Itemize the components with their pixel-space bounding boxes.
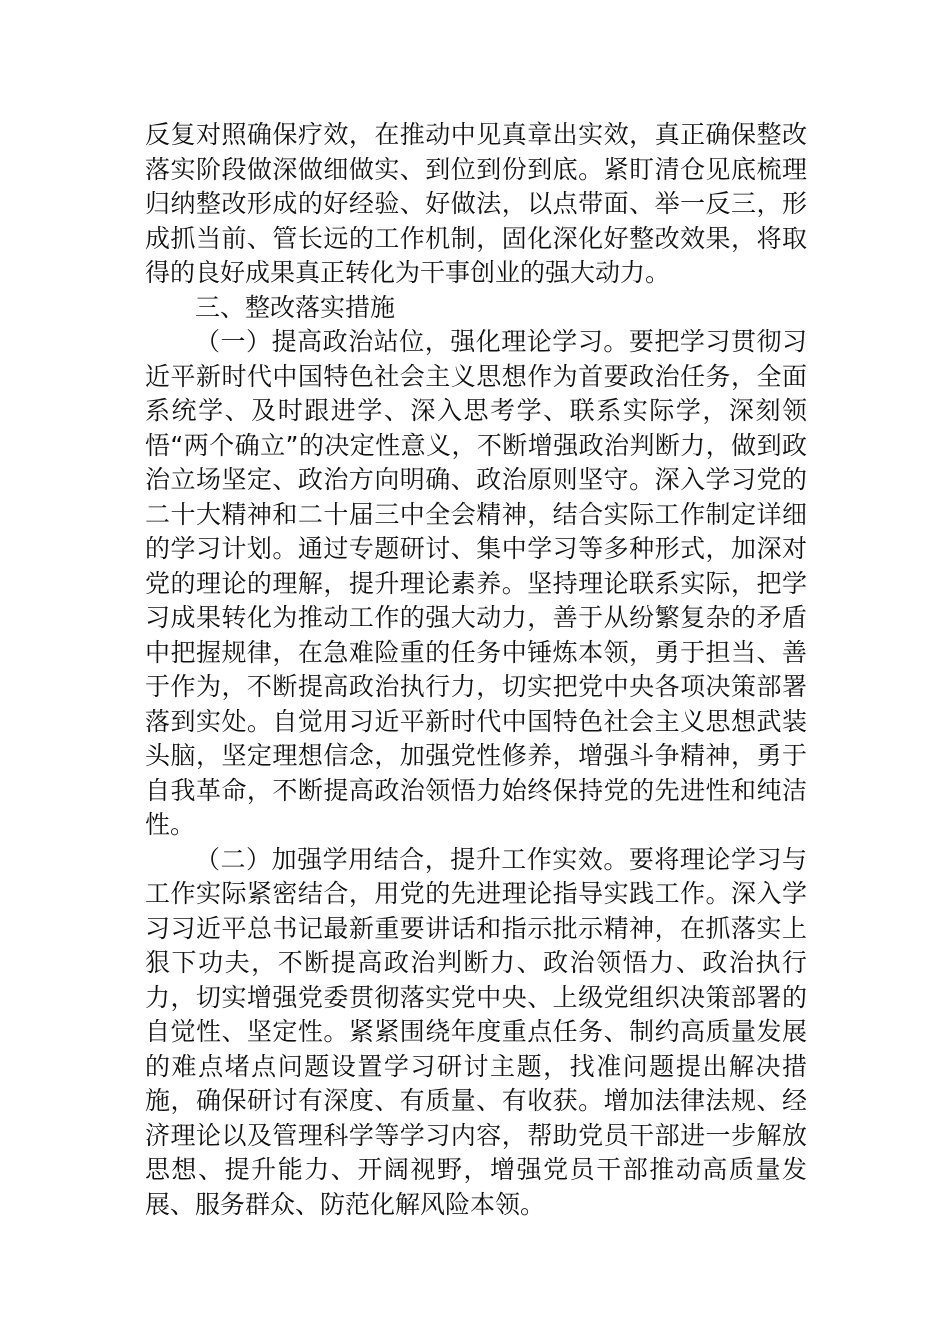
paragraph-continuation: 反复对照确保疗效，在推动中见真章出实效，真正确保整改落实阶段做深做细做实、到位到份到底。紧盯清仓见底梳理归纳整改形成的好经验、好做法，以点带面、举一反三，形成抓当前、管长远的工作机制，固化深化好整改效果，将取得的良好成果真正转化为干事创业的强大动力。 bbox=[145, 120, 807, 287]
section-heading: 三、整改落实措施 bbox=[195, 292, 396, 322]
document-body bbox=[145, 118, 807, 1222]
paragraph-measure-1: （一）提高政治站位，强化理论学习。要把学习贯彻习近平新时代中国特色社会主义思想作为首要政治任务，全面系统学、及时跟进学、深入思考学、联系实际学，深刻领悟“两个确立”的决定性意义，不断增强政治判断力，做到政治立场坚定、政治方向明确、政治原则坚守。深入学习党的二十大精神和二十届三中全会精神，结合实际工作制定详细的学习计划。通过专题研讨、集中学习等多种形式，加深对党的理论的理解，提升理论素养。坚持理论联系实际，把学习成果转化为推动工作的强大动力，善于从纷繁复杂的矛盾中把握规律，在急难险重的任务中锤炼本领，勇于担当、善于作为，不断提高政治执行力，切实把党中央各项决策部署落到实处。自觉用习近平新时代中国特色社会主义思想武装头脑，坚定理想信念，加强党性修养，增强斗争精神，勇于自我革命，不断提高政治领悟力始终保持党的先进性和纯洁性。 bbox=[145, 327, 807, 839]
paragraph-measure-2: （二）加强学用结合，提升工作实效。要将理论学习与工作实际紧密结合，用党的先进理论指导实践工作。深入学习习近平总书记最新重要讲话和指示批示精神，在抓落实上狠下功夫，不断提高政治判断力、政治领悟力、政治执行力，切实增强党委贯彻落实党中央、上级党组织决策部署的自觉性、坚定性。紧紧围绕年度重点任务、制约高质量发展的难点堵点问题设置学习研讨主题，找准问题提出解决措施，确保研讨有深度、有质量、有收获。增加法律法规、经济理论以及管理科学等学习内容，帮助党员干部进一步解放思想、提升能力、开阔视野，增强党员干部推动高质量发展、服务群众、防范化解风险本领。 bbox=[145, 844, 807, 1219]
